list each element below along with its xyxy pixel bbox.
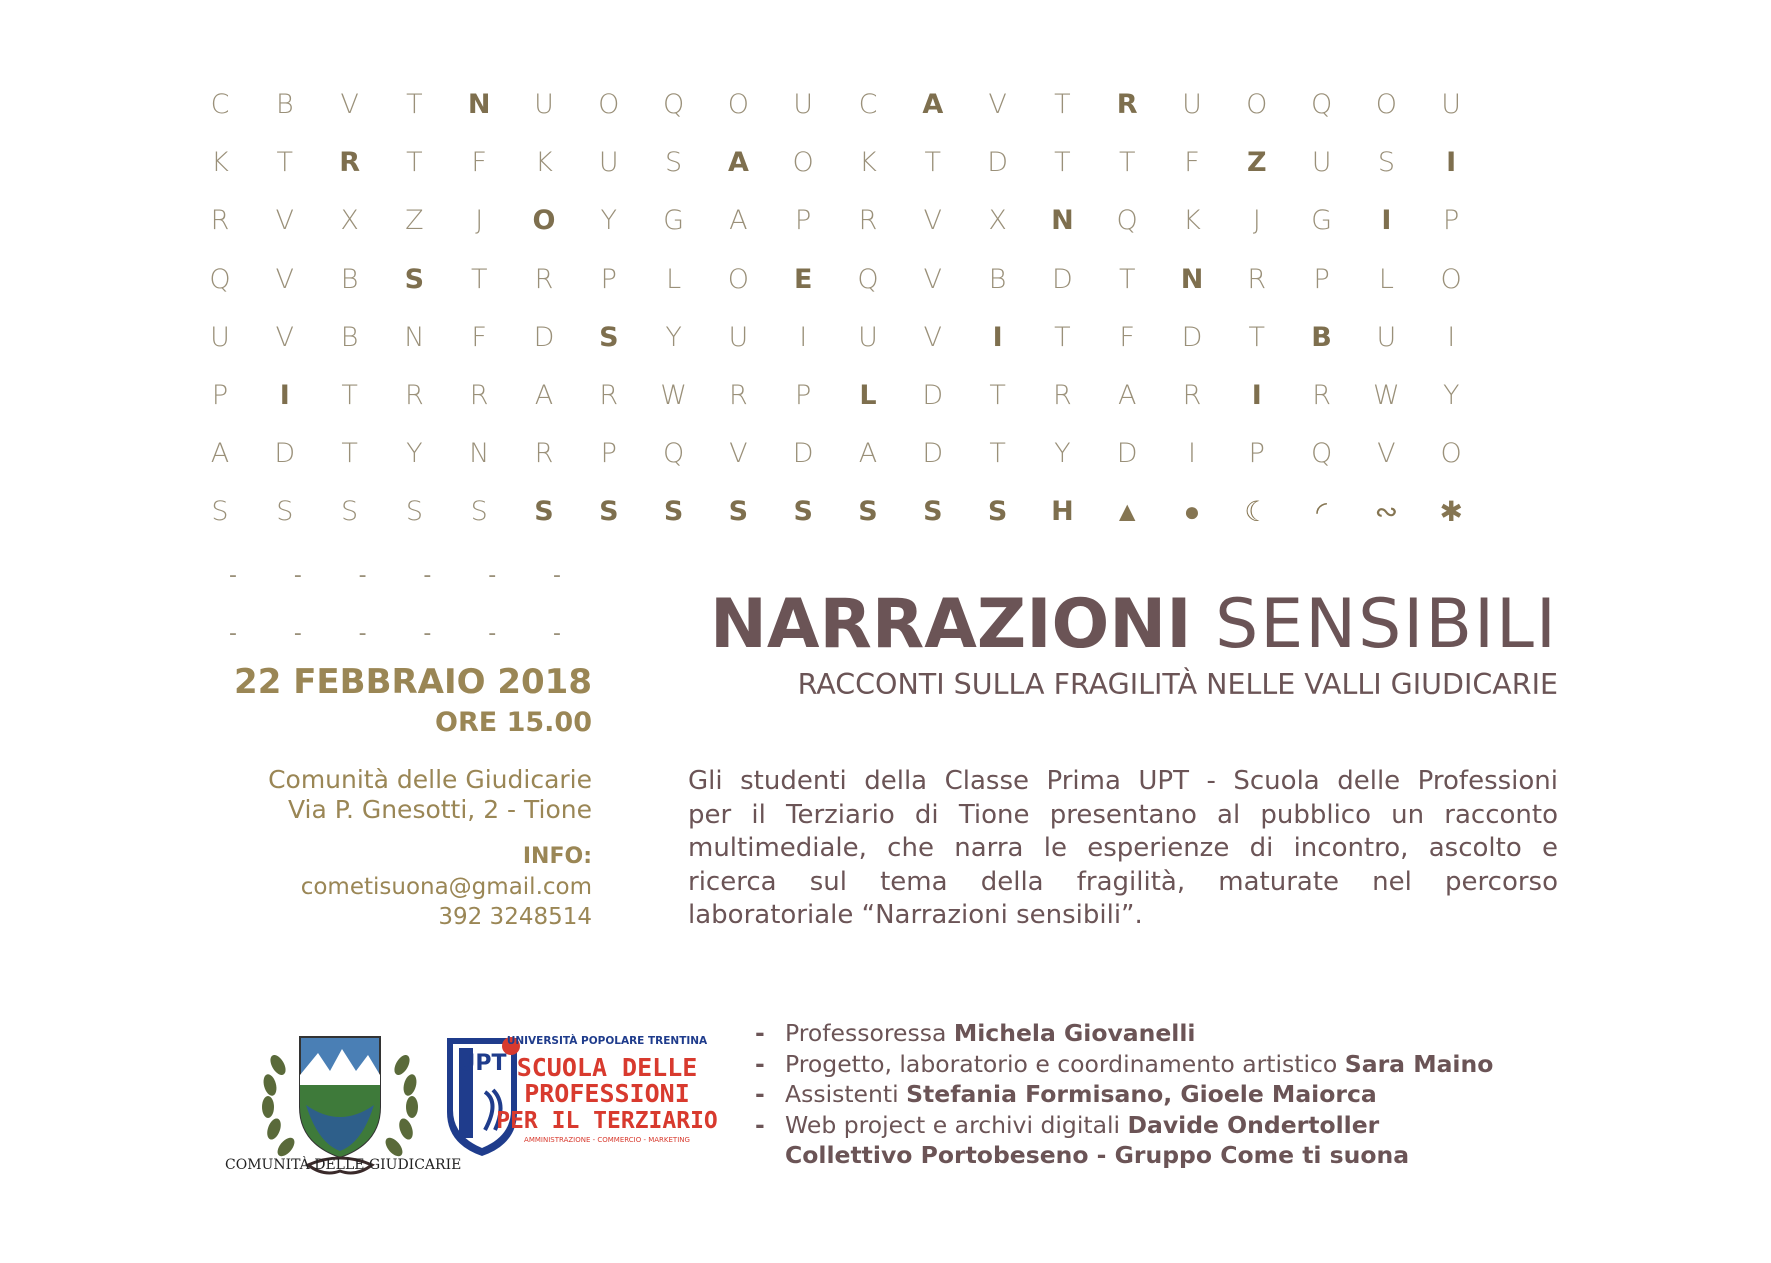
grid-letter: I — [799, 321, 808, 353]
grid-letter: B — [988, 263, 1007, 295]
grid-dash: - — [358, 621, 367, 646]
description — [688, 765, 1558, 933]
upt-logo-icon — [445, 1032, 718, 1162]
grid-letter: K — [859, 147, 877, 179]
grid-letter: B — [275, 89, 294, 120]
grid-letter: U — [598, 147, 619, 179]
grid-letter: F — [471, 147, 487, 179]
grid-letter: S — [404, 263, 425, 295]
grid-letter: N — [1180, 263, 1204, 295]
grid-letter: D — [792, 438, 814, 470]
credit-role: Web project e archivi digitali — [785, 1110, 1128, 1139]
grid-letter: I — [1446, 147, 1457, 179]
grid-dash: - — [358, 563, 367, 588]
grid-letter: Q — [857, 263, 879, 295]
grid-letter: K — [535, 147, 553, 179]
grid-letter: I — [1251, 380, 1262, 411]
grid-letter: P — [1248, 438, 1265, 470]
upt-line1: SCUOLA DELLE — [516, 1053, 698, 1082]
credits-list — [755, 1018, 1575, 1171]
grid-letter: O — [1246, 89, 1268, 120]
credit-bullet: - — [755, 1019, 765, 1047]
event-title — [688, 585, 1558, 665]
grid-letter: S — [663, 496, 684, 528]
grid-letter: R — [469, 380, 489, 411]
grid-letter: T — [341, 380, 358, 411]
grid-letter: V — [729, 438, 748, 470]
grid-letter: O — [727, 263, 750, 295]
upt-line2: PROFESSIONI — [524, 1079, 690, 1108]
grid-dash: - — [553, 621, 561, 646]
grid-letter: T — [989, 380, 1006, 411]
grid-letter: A — [922, 89, 944, 120]
grid-letter: O — [1375, 89, 1398, 120]
grid-letter: T — [406, 147, 423, 179]
grid-symbol: ● — [1183, 495, 1201, 529]
grid-letter: U — [858, 321, 878, 353]
grid-letter: T — [276, 147, 294, 179]
grid-letter: P — [795, 380, 812, 411]
grid-letter: S — [211, 496, 229, 528]
grid-letter: A — [727, 147, 749, 179]
credit-names: Davide Ondertoller — [1127, 1110, 1380, 1139]
grid-letter: I — [1447, 321, 1456, 353]
grid-letter: S — [728, 496, 749, 528]
grid-letter: U — [210, 321, 230, 353]
grid-symbol: ◜ — [1316, 495, 1328, 529]
grid-letter: S — [665, 147, 683, 179]
grid-letter: S — [1377, 147, 1395, 179]
grid-letter: V — [275, 321, 295, 353]
grid-letter: Y — [406, 438, 423, 470]
grid-letter: Z — [405, 205, 424, 237]
grid-symbol: ▲ — [1113, 495, 1142, 529]
grid-letter: Q — [1116, 205, 1138, 237]
grid-letter: A — [1117, 380, 1137, 411]
grid-letter: Y — [1442, 380, 1460, 411]
credit-names: Michela Giovanelli — [953, 1019, 1196, 1047]
grid-letter: V — [923, 321, 943, 353]
grid-letter: S — [987, 496, 1008, 528]
grid-letter: D — [987, 147, 1008, 179]
grid-letter: S — [276, 496, 294, 528]
grid-letter: C — [858, 89, 878, 120]
grid-letter: G — [1311, 205, 1333, 237]
grid-letter: R — [339, 147, 360, 179]
grid-letter: N — [469, 438, 490, 470]
grid-letter: G — [663, 205, 685, 237]
grid-letter: D — [922, 438, 944, 470]
grid-letter: T — [1248, 321, 1266, 353]
grid-letter: R — [1053, 380, 1072, 411]
credit-item — [755, 1049, 1575, 1080]
grid-symbol: ✱ — [1439, 495, 1463, 529]
grid-letter: T — [1054, 89, 1071, 120]
contact-phone: 392 3248514 — [438, 904, 592, 930]
grid-letter: I — [1381, 205, 1392, 237]
comunita-caption: COMUNITÀ DELLE GIUDICARIE — [225, 1157, 462, 1173]
grid-letter: R — [858, 205, 878, 237]
description-line: ricerca sul tema della fragilità, maturate nel percorso — [688, 866, 1558, 897]
event-subtitle: RACCONTI SULLA FRAGILITÀ NELLE VALLI GIUDICARIE — [797, 668, 1558, 701]
grid-letter: I — [1188, 438, 1196, 470]
grid-letter: F — [1184, 147, 1200, 179]
grid-letter: O — [792, 147, 814, 179]
description-line: multimediale, che narra le esperienze di incontro, ascolto e — [688, 833, 1558, 863]
credit-bullet: - — [755, 1110, 765, 1139]
grid-letter: D — [274, 438, 296, 470]
grid-letter: F — [1119, 321, 1135, 353]
event-date: 22 FEBBRAIO 2018 — [234, 662, 592, 702]
grid-letter: S — [858, 496, 878, 528]
grid-letter: R — [599, 380, 619, 411]
grid-letter: T — [924, 147, 942, 179]
grid-letter: A — [534, 380, 554, 411]
grid-letter: W — [660, 380, 687, 411]
credit-bullet: - — [755, 1049, 765, 1078]
grid-letter: O — [1440, 438, 1462, 470]
upt-top-text: UNIVERSITÀ POPOLARE TRENTINA — [506, 1035, 708, 1047]
grid-letter: S — [534, 496, 554, 528]
grid-letter: R — [1182, 380, 1202, 411]
grid-dash: - — [293, 563, 302, 588]
grid-letter: T — [470, 263, 488, 295]
grid-letter: U — [1376, 321, 1397, 353]
grid-letter: D — [533, 321, 555, 353]
title-light: SENSIBILI — [1191, 585, 1558, 664]
grid-letter: O — [727, 89, 750, 120]
grid-letter: U — [1311, 147, 1332, 179]
grid-letter: T — [1054, 321, 1071, 353]
credit-role: Professoressa — [785, 1019, 954, 1047]
grid-letter: L — [859, 380, 877, 411]
grid-letter: U — [793, 89, 814, 120]
grid-dash: - — [488, 563, 497, 588]
grid-letter: R — [534, 263, 554, 295]
grid-letter: P — [1313, 263, 1330, 295]
grid-letter: E — [793, 263, 813, 295]
grid-dash: - — [293, 621, 302, 646]
grid-letter: W — [1373, 380, 1400, 411]
credit-item — [755, 1079, 1575, 1110]
grid-letter: Y — [665, 321, 682, 353]
contact — [180, 872, 592, 932]
grid-letter: P — [1443, 205, 1460, 237]
grid-letter: U — [534, 89, 554, 120]
grid-letter: T — [341, 438, 358, 470]
grid-letter: R — [210, 205, 230, 237]
grid-letter: U — [1182, 89, 1202, 120]
credit-bullet: - — [755, 1080, 765, 1108]
grid-letter: A — [858, 438, 878, 470]
grid-letter: T — [1054, 147, 1071, 179]
grid-letter: S — [470, 496, 488, 528]
grid-letter: J — [475, 205, 484, 237]
grid-letter: A — [210, 438, 230, 470]
grid-letter: P — [600, 263, 617, 295]
grid-letter: V — [988, 89, 1007, 120]
grid-letter: D — [1181, 321, 1203, 353]
grid-letter: T — [989, 438, 1006, 470]
grid-letter: X — [988, 205, 1007, 237]
grid-letter: B — [340, 321, 359, 353]
upt-bottom-text: AMMINISTRAZIONE - COMMERCIO - MARKETING — [524, 1136, 690, 1144]
grid-letter: Q — [1310, 89, 1333, 120]
grid-letter: C — [210, 89, 230, 120]
grid-letter: L — [666, 263, 682, 295]
grid-letter: N — [1051, 205, 1074, 237]
grid-letter: O — [598, 89, 620, 120]
grid-letter: Q — [662, 438, 685, 470]
grid-letter: S — [599, 496, 619, 528]
grid-letter: B — [340, 263, 359, 295]
grid-dash: - — [229, 563, 237, 588]
grid-letter: N — [467, 89, 491, 120]
credit-collective: Collettivo Portobeseno - Gruppo Come ti suona — [785, 1141, 1410, 1169]
grid-letter: X — [340, 205, 359, 237]
grid-letter: U — [1441, 89, 1462, 120]
venue-name: Comunità delle Giudicarie — [268, 765, 592, 794]
grid-letter: F — [471, 321, 487, 353]
title-bold: NARRAZIONI — [710, 585, 1192, 664]
grid-letter: R — [1116, 89, 1138, 120]
grid-letter: V — [340, 89, 359, 120]
grid-letter: B — [1311, 321, 1332, 353]
grid-letter: R — [1312, 380, 1331, 411]
grid-letter: D — [922, 380, 944, 411]
grid-letter: R — [729, 380, 748, 411]
grid-letter: O — [1440, 263, 1462, 295]
event-time: ORE 15.00 — [435, 707, 592, 738]
grid-letter: H — [1051, 496, 1074, 528]
grid-letter: I — [279, 380, 290, 411]
grid-letter: P — [600, 438, 617, 470]
credit-role: Progetto, laboratorio e coordinamento artistico — [785, 1049, 1345, 1078]
grid-letter: Y — [600, 205, 618, 237]
upt-letter: UPT — [457, 1051, 507, 1076]
upt-line3: PER IL TERZIARIO — [496, 1108, 718, 1134]
grid-letter: J — [1252, 205, 1261, 237]
credit-role: Assistenti — [785, 1080, 907, 1108]
description-line: Gli studenti della Classe Prima UPT - Scuola delle Professioni — [688, 766, 1558, 796]
grid-letter: T — [1118, 263, 1136, 295]
grid-letter: P — [795, 205, 812, 237]
grid-letter: V — [923, 205, 943, 237]
grid-letter: V — [1377, 438, 1396, 470]
grid-letter: S — [599, 321, 619, 353]
grid-letter: V — [275, 205, 295, 237]
grid-dash: - — [488, 621, 497, 646]
contact-email[interactable]: cometisuona@gmail.com — [300, 874, 592, 900]
grid-letter: Q — [1310, 438, 1333, 470]
grid-dash: - — [553, 563, 561, 588]
grid-letter: R — [1247, 263, 1267, 295]
credit-item — [755, 1018, 1575, 1049]
grid-letter: S — [793, 496, 813, 528]
credit-names: Sara Maino — [1344, 1049, 1494, 1078]
grid-symbol: ∾ — [1374, 495, 1399, 529]
grid-letter: I — [992, 321, 1003, 353]
grid-letter: Q — [209, 263, 231, 295]
grid-dash: - — [423, 563, 432, 588]
description-line: per il Terziario di Tione presentano al pubblico un racconto — [688, 799, 1558, 830]
grid-letter: A — [729, 205, 748, 237]
grid-letter: D — [1116, 438, 1138, 470]
grid-letter: S — [405, 496, 423, 528]
credit-item — [755, 1110, 1575, 1141]
venue — [180, 765, 592, 825]
grid-dash: - — [423, 621, 432, 646]
grid-letter: K — [211, 147, 229, 179]
credit-footer — [785, 1140, 1575, 1171]
grid-letter: D — [1051, 263, 1073, 295]
grid-letter: V — [275, 263, 295, 295]
grid-letter: P — [211, 380, 229, 411]
grid-letter: S — [923, 496, 943, 528]
grid-letter: T — [406, 89, 423, 120]
grid-symbol: ☾ — [1244, 495, 1270, 529]
credit-names: Stefania Formisano, Gioele Maiorca — [906, 1080, 1377, 1108]
grid-letter: T — [1118, 147, 1136, 179]
grid-letter: Y — [1054, 438, 1071, 470]
grid-letter: N — [404, 321, 425, 353]
grid-letter: R — [534, 438, 554, 470]
grid-letter: S — [341, 496, 359, 528]
description-line: laboratoriale “Narrazioni sensibili”. — [688, 900, 1143, 930]
grid-letter: K — [1183, 205, 1201, 237]
grid-letter: U — [728, 321, 749, 353]
grid-letter: Z — [1247, 147, 1267, 179]
grid-letter: Q — [662, 89, 685, 120]
grid-dash: - — [229, 621, 237, 646]
grid-letter: V — [923, 263, 943, 295]
grid-letter: L — [1378, 263, 1394, 295]
venue-address: Via P. Gnesotti, 2 - Tione — [288, 795, 592, 824]
grid-letter: R — [405, 380, 424, 411]
info-label: INFO: — [522, 844, 592, 869]
grid-letter: O — [532, 205, 556, 237]
